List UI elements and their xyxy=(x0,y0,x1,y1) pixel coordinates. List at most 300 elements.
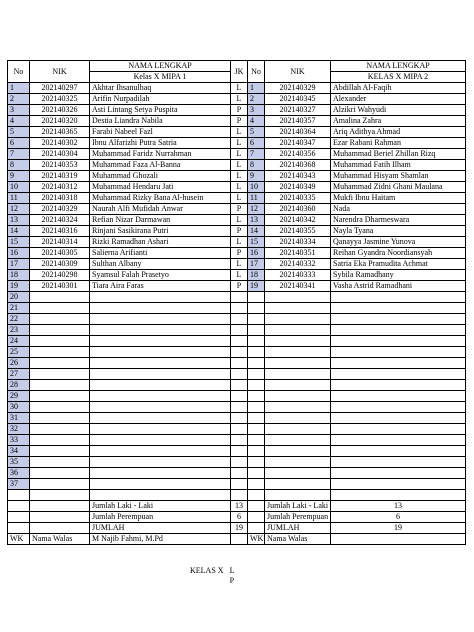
summary-value-left: 19 xyxy=(231,523,248,534)
empty-cell xyxy=(90,490,231,501)
gender: L xyxy=(231,182,248,193)
student-name-left: Rizki Ramadhan Ashari xyxy=(90,237,231,248)
col-header-no-right: No xyxy=(248,61,265,83)
empty-cell xyxy=(30,402,90,413)
summary-label-right: Jumlah Laki - Laki xyxy=(265,501,331,512)
table-row xyxy=(8,149,466,160)
student-name-left: Muhammad Faridz Nurrahman xyxy=(90,149,231,160)
summary-value-right: 6 xyxy=(331,512,466,523)
gender: L xyxy=(231,160,248,171)
empty-cell xyxy=(90,479,231,490)
empty-cell xyxy=(90,314,231,325)
gender: L xyxy=(231,138,248,149)
empty-cell xyxy=(90,424,231,435)
empty-cell xyxy=(30,358,90,369)
row-number-right: 5 xyxy=(248,127,265,138)
student-name-right: Sybila Ramadhany xyxy=(331,270,466,281)
empty-cell xyxy=(30,424,90,435)
col-header-nama-left: NAMA LENGKAP xyxy=(90,61,231,72)
empty-cell xyxy=(231,358,248,369)
nik-left: 202140324 xyxy=(30,215,90,226)
col-header-jk: JK xyxy=(231,61,248,83)
empty-cell xyxy=(331,314,466,325)
empty-cell xyxy=(331,303,466,314)
empty-row xyxy=(8,369,466,380)
row-number-left: 18 xyxy=(8,270,30,281)
empty-cell xyxy=(248,391,265,402)
gender: P xyxy=(231,248,248,259)
nik-left: 202140318 xyxy=(30,193,90,204)
row-number-left: 7 xyxy=(8,149,30,160)
col-header-nama-right: NAMA LENGKAP xyxy=(331,61,466,72)
empty-cell xyxy=(248,523,265,534)
empty-cell xyxy=(30,347,90,358)
student-name-left: Sulthan Albany xyxy=(90,259,231,270)
nik-left: 202140309 xyxy=(30,259,90,270)
empty-cell xyxy=(265,479,331,490)
table-row xyxy=(8,83,466,94)
empty-row xyxy=(8,435,466,446)
gender: L xyxy=(231,215,248,226)
row-number-right: 12 xyxy=(248,204,265,215)
empty-row xyxy=(8,347,466,358)
spacer-row xyxy=(8,490,466,501)
empty-cell xyxy=(8,523,30,534)
footer-kelas-label: KELAS X xyxy=(190,566,224,575)
wali-row xyxy=(8,534,466,545)
empty-cell xyxy=(248,413,265,424)
empty-cell xyxy=(8,501,30,512)
nik-left: 202140312 xyxy=(30,182,90,193)
empty-cell xyxy=(265,413,331,424)
empty-row xyxy=(8,391,466,402)
row-number-left: 11 xyxy=(8,193,30,204)
empty-cell xyxy=(30,380,90,391)
nik-right: 202140334 xyxy=(265,237,331,248)
nik-right: 202140333 xyxy=(265,270,331,281)
empty-row xyxy=(8,413,466,424)
student-name-left: Akhtar Ihsanulhaq xyxy=(90,83,231,94)
row-number-left: 1 xyxy=(8,83,30,94)
empty-row xyxy=(8,314,466,325)
class-name-right: KELAS X MIPA 2 xyxy=(331,72,466,83)
empty-cell xyxy=(248,347,265,358)
row-number-right: 16 xyxy=(248,248,265,259)
empty-cell xyxy=(248,457,265,468)
student-name-left: Salierna Arifianti xyxy=(90,248,231,259)
empty-cell xyxy=(90,336,231,347)
empty-cell xyxy=(90,391,231,402)
empty-cell xyxy=(248,336,265,347)
empty-cell xyxy=(248,292,265,303)
empty-cell xyxy=(248,402,265,413)
empty-cell xyxy=(331,358,466,369)
empty-cell xyxy=(231,479,248,490)
row-number-right: 14 xyxy=(248,226,265,237)
empty-cell xyxy=(331,402,466,413)
row-number-left: 26 xyxy=(8,358,30,369)
table-row xyxy=(8,270,466,281)
table-row xyxy=(8,248,466,259)
nik-right: 202140329 xyxy=(265,83,331,94)
row-number-left: 31 xyxy=(8,413,30,424)
row-number-left: 23 xyxy=(8,325,30,336)
empty-cell xyxy=(265,369,331,380)
summary-value-right: 13 xyxy=(331,501,466,512)
empty-cell xyxy=(231,468,248,479)
empty-row xyxy=(8,358,466,369)
nik-left: 202140320 xyxy=(30,116,90,127)
empty-cell xyxy=(265,358,331,369)
empty-cell xyxy=(30,336,90,347)
summary-label-right: JUMLAH xyxy=(265,523,331,534)
gender: L xyxy=(231,259,248,270)
empty-cell xyxy=(231,325,248,336)
empty-cell xyxy=(248,325,265,336)
student-name-right: Mukfi Ibnu Haitam xyxy=(331,193,466,204)
student-name-right: Narendra Dharmeswara xyxy=(331,215,466,226)
empty-cell xyxy=(331,468,466,479)
student-name-left: Arifin Nurpadilah xyxy=(90,94,231,105)
empty-cell xyxy=(331,380,466,391)
empty-row xyxy=(8,479,466,490)
empty-cell xyxy=(30,292,90,303)
table-row xyxy=(8,226,466,237)
nik-right: 202140357 xyxy=(265,116,331,127)
table-row xyxy=(8,259,466,270)
student-name-right: Amalina Zahra xyxy=(331,116,466,127)
gender: L xyxy=(231,94,248,105)
row-number-right: 17 xyxy=(248,259,265,270)
student-name-right: Alzikri Wahyudi xyxy=(331,105,466,116)
table-row xyxy=(8,138,466,149)
row-number-left: 16 xyxy=(8,248,30,259)
student-name-right: Muhammad Hisyam Shamlan xyxy=(331,171,466,182)
empty-cell xyxy=(90,292,231,303)
summary-row xyxy=(8,523,466,534)
nik-left: 202140298 xyxy=(30,270,90,281)
student-name-right: Qanayya Jasmine Yunova xyxy=(331,237,466,248)
empty-cell xyxy=(265,314,331,325)
empty-cell xyxy=(331,325,466,336)
summary-label-right: Jumlah Perempuan xyxy=(265,512,331,523)
summary-label-left: Jumlah Laki - Laki xyxy=(90,501,231,512)
row-number-left: 35 xyxy=(8,457,30,468)
empty-row xyxy=(8,325,466,336)
empty-cell xyxy=(30,490,90,501)
empty-cell xyxy=(90,402,231,413)
col-header-nik-left: NIK xyxy=(30,61,90,83)
empty-cell xyxy=(265,435,331,446)
empty-cell xyxy=(265,347,331,358)
empty-cell xyxy=(90,358,231,369)
row-number-right: 1 xyxy=(248,83,265,94)
row-number-left: 2 xyxy=(8,94,30,105)
empty-cell xyxy=(331,457,466,468)
gender: L xyxy=(231,237,248,248)
empty-cell xyxy=(265,468,331,479)
student-name-left: Asti Lintang Setya Puspita xyxy=(90,105,231,116)
empty-cell xyxy=(90,413,231,424)
empty-cell xyxy=(30,369,90,380)
nik-right: 202140349 xyxy=(265,182,331,193)
empty-cell xyxy=(231,534,248,545)
table-row xyxy=(8,182,466,193)
empty-cell xyxy=(331,347,466,358)
gender: P xyxy=(231,116,248,127)
empty-cell xyxy=(231,347,248,358)
gender: L xyxy=(231,149,248,160)
wali-label-right: Nama Walas xyxy=(265,534,331,545)
header-row-top xyxy=(8,61,466,72)
student-name-right: Nada xyxy=(331,204,466,215)
row-number-right: 2 xyxy=(248,94,265,105)
row-number-left: 12 xyxy=(8,204,30,215)
nik-left: 202140305 xyxy=(30,248,90,259)
table-row xyxy=(8,193,466,204)
empty-row xyxy=(8,457,466,468)
row-number-right: 13 xyxy=(248,215,265,226)
table-row xyxy=(8,127,466,138)
gender: L xyxy=(231,193,248,204)
gender: P xyxy=(231,281,248,292)
row-number-left: 22 xyxy=(8,314,30,325)
empty-cell xyxy=(30,457,90,468)
student-name-right: Reihan Gyandra Noordiansyah xyxy=(331,248,466,259)
student-name-left: Rinjani Sasikirana Putri xyxy=(90,226,231,237)
nik-left: 202140329 xyxy=(30,204,90,215)
student-name-right: Ariq Adithya Ahmad xyxy=(331,127,466,138)
row-number-right: 3 xyxy=(248,105,265,116)
empty-cell xyxy=(265,292,331,303)
empty-cell xyxy=(248,424,265,435)
student-name-left: Syamsul Falah Prasetyo xyxy=(90,270,231,281)
gender: P xyxy=(231,105,248,116)
nik-right: 202140327 xyxy=(265,105,331,116)
empty-cell xyxy=(248,468,265,479)
empty-cell xyxy=(248,369,265,380)
student-name-right: Ezar Rabani Rahman xyxy=(331,138,466,149)
nik-right: 202140347 xyxy=(265,138,331,149)
table-row xyxy=(8,237,466,248)
student-name-right: Nayla Tyana xyxy=(331,226,466,237)
summary-row xyxy=(8,512,466,523)
nik-left: 202140326 xyxy=(30,105,90,116)
empty-cell xyxy=(331,391,466,402)
summary-value-left: 13 xyxy=(231,501,248,512)
col-header-no-left: No xyxy=(8,61,30,83)
nik-left: 202140302 xyxy=(30,138,90,149)
row-number-left: 27 xyxy=(8,369,30,380)
empty-cell xyxy=(248,380,265,391)
empty-cell xyxy=(248,435,265,446)
empty-row xyxy=(8,424,466,435)
nik-right: 202140341 xyxy=(265,281,331,292)
wk-label-left: WK xyxy=(8,534,30,545)
empty-cell xyxy=(265,424,331,435)
nik-right: 202140343 xyxy=(265,171,331,182)
nik-left: 202140314 xyxy=(30,237,90,248)
empty-cell xyxy=(231,303,248,314)
empty-cell xyxy=(8,512,30,523)
footer-summary xyxy=(190,566,234,586)
empty-cell xyxy=(231,413,248,424)
empty-cell xyxy=(248,501,265,512)
empty-cell xyxy=(231,402,248,413)
empty-cell xyxy=(231,490,248,501)
row-number-right: 8 xyxy=(248,160,265,171)
student-name-left: Muhammad Faza Al-Banna xyxy=(90,160,231,171)
row-number-left: 21 xyxy=(8,303,30,314)
row-number-left: 15 xyxy=(8,237,30,248)
gender: L xyxy=(231,270,248,281)
nik-left: 202140353 xyxy=(30,160,90,171)
empty-cell xyxy=(331,534,466,545)
row-number-right: 6 xyxy=(248,138,265,149)
empty-cell xyxy=(90,303,231,314)
empty-cell xyxy=(231,391,248,402)
footer-p-label: P xyxy=(229,576,235,585)
empty-cell xyxy=(248,303,265,314)
student-name-right: Alexander xyxy=(331,94,466,105)
empty-cell xyxy=(90,446,231,457)
empty-cell xyxy=(331,292,466,303)
nik-left: 202140319 xyxy=(30,171,90,182)
table-row xyxy=(8,105,466,116)
summary-label-left: Jumlah Perempuan xyxy=(90,512,231,523)
nik-right: 202140332 xyxy=(265,259,331,270)
empty-cell xyxy=(265,380,331,391)
empty-cell xyxy=(265,446,331,457)
empty-cell xyxy=(90,369,231,380)
table-row xyxy=(8,171,466,182)
nik-left: 202140297 xyxy=(30,83,90,94)
row-number-left: 13 xyxy=(8,215,30,226)
nik-right: 202140335 xyxy=(265,193,331,204)
empty-cell xyxy=(331,490,466,501)
empty-row xyxy=(8,402,466,413)
empty-cell xyxy=(231,292,248,303)
empty-row xyxy=(8,336,466,347)
empty-cell xyxy=(30,468,90,479)
empty-cell xyxy=(248,314,265,325)
empty-cell xyxy=(248,490,265,501)
row-number-right: 15 xyxy=(248,237,265,248)
student-name-right: Vasha Astrid Ramadhani xyxy=(331,281,466,292)
empty-cell xyxy=(248,358,265,369)
row-number-left: 36 xyxy=(8,468,30,479)
row-number-left: 4 xyxy=(8,116,30,127)
empty-cell xyxy=(8,490,30,501)
row-number-left: 8 xyxy=(8,160,30,171)
empty-row xyxy=(8,303,466,314)
empty-cell xyxy=(231,446,248,457)
empty-cell xyxy=(265,490,331,501)
row-number-left: 10 xyxy=(8,182,30,193)
nik-right: 202140364 xyxy=(265,127,331,138)
roster-body xyxy=(8,83,466,545)
student-name-left: Farabi Nabeel Fazl xyxy=(90,127,231,138)
row-number-left: 24 xyxy=(8,336,30,347)
nik-right: 202140351 xyxy=(265,248,331,259)
table-row xyxy=(8,94,466,105)
empty-row xyxy=(8,446,466,457)
empty-cell xyxy=(30,314,90,325)
row-number-right: 9 xyxy=(248,171,265,182)
empty-cell xyxy=(331,424,466,435)
student-name-right: Muhammad Beriel Zhillan Rizq xyxy=(331,149,466,160)
empty-cell xyxy=(331,336,466,347)
row-number-left: 3 xyxy=(8,105,30,116)
nik-right: 202140345 xyxy=(265,94,331,105)
empty-cell xyxy=(231,424,248,435)
row-number-left: 9 xyxy=(8,171,30,182)
gender: L xyxy=(231,83,248,94)
col-header-nik-right: NIK xyxy=(265,61,331,83)
empty-cell xyxy=(90,468,231,479)
gender: P xyxy=(231,204,248,215)
empty-cell xyxy=(248,446,265,457)
student-name-left: Muhammad Hendaru Jati xyxy=(90,182,231,193)
gender: L xyxy=(231,171,248,182)
table-row xyxy=(8,215,466,226)
empty-cell xyxy=(265,325,331,336)
row-number-left: 37 xyxy=(8,479,30,490)
nik-right: 202140368 xyxy=(265,160,331,171)
summary-label-left: JUMLAH xyxy=(90,523,231,534)
row-number-left: 28 xyxy=(8,380,30,391)
wali-label-left: Nama Walas xyxy=(30,534,90,545)
empty-cell xyxy=(30,446,90,457)
nik-right: 202140342 xyxy=(265,215,331,226)
empty-cell xyxy=(248,512,265,523)
student-name-left: Ibnu Alfarizhi Putra Satria xyxy=(90,138,231,149)
empty-cell xyxy=(90,435,231,446)
empty-cell xyxy=(30,325,90,336)
empty-cell xyxy=(30,303,90,314)
row-number-left: 6 xyxy=(8,138,30,149)
row-number-left: 34 xyxy=(8,446,30,457)
row-number-left: 20 xyxy=(8,292,30,303)
empty-cell xyxy=(231,457,248,468)
row-number-right: 7 xyxy=(248,149,265,160)
student-name-left: Naurah Alfi Mufidah Anwar xyxy=(90,204,231,215)
empty-cell xyxy=(90,457,231,468)
empty-cell xyxy=(30,501,90,512)
nik-right: 202140360 xyxy=(265,204,331,215)
empty-cell xyxy=(231,380,248,391)
empty-cell xyxy=(90,347,231,358)
student-name-right: Muhammad Zidni Ghani Maulana xyxy=(331,182,466,193)
empty-cell xyxy=(90,325,231,336)
summary-value-right: 19 xyxy=(331,523,466,534)
table-row xyxy=(8,160,466,171)
student-name-left: Refian Nizar Darmawan xyxy=(90,215,231,226)
empty-cell xyxy=(90,380,231,391)
class-name-left: Kelas X MIPA 1 xyxy=(90,72,231,83)
gender: L xyxy=(231,127,248,138)
nik-left: 202140316 xyxy=(30,226,90,237)
empty-cell xyxy=(331,413,466,424)
student-name-left: Destia Liandra Nabila xyxy=(90,116,231,127)
student-name-right: Abdillah Al-Faqih xyxy=(331,83,466,94)
empty-cell xyxy=(331,479,466,490)
row-number-right: 19 xyxy=(248,281,265,292)
empty-cell xyxy=(30,435,90,446)
row-number-left: 29 xyxy=(8,391,30,402)
empty-cell xyxy=(331,446,466,457)
gender: P xyxy=(231,226,248,237)
